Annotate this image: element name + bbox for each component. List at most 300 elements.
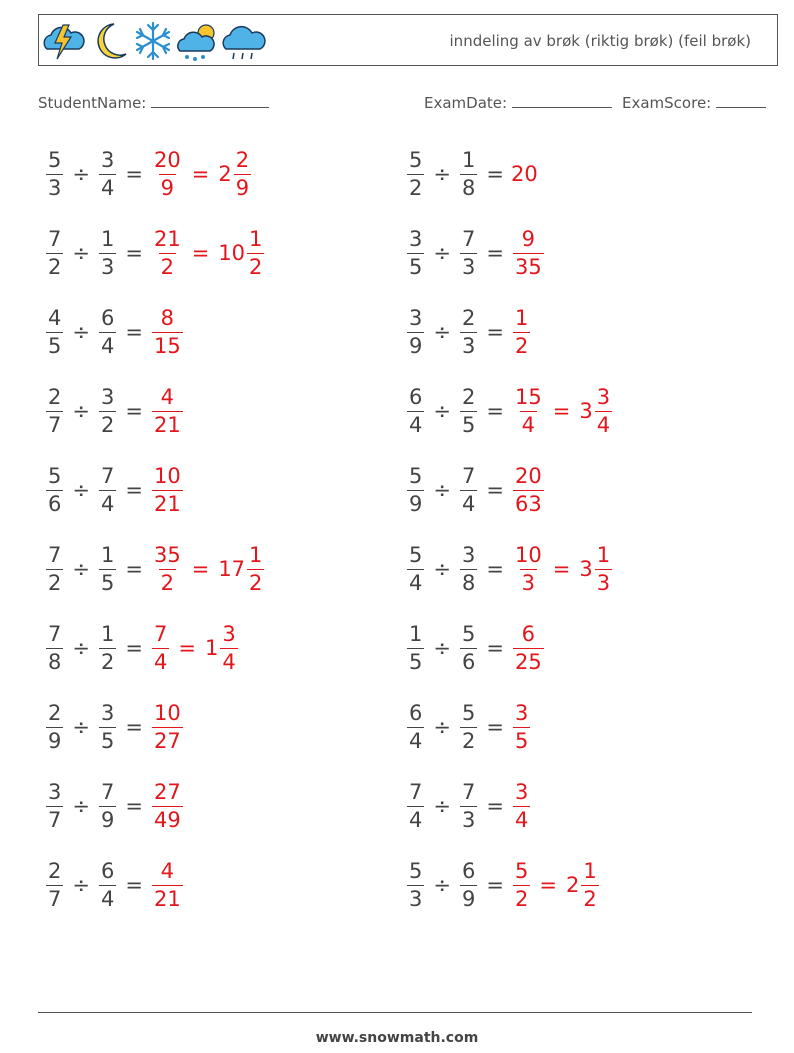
dividend-fraction — [46, 858, 63, 911]
numerator: 5 — [409, 463, 423, 488]
divide-sign: ÷ — [72, 794, 90, 818]
denominator: 2 — [514, 886, 529, 911]
equals-sign: = — [191, 241, 210, 265]
problem-row — [44, 144, 253, 204]
numerator: 7 — [461, 226, 476, 251]
mixed-fraction — [247, 542, 264, 595]
denominator: 9 — [235, 175, 250, 200]
numerator: 35 — [153, 542, 181, 567]
denominator: 4 — [596, 412, 611, 437]
divisor-fraction — [460, 858, 477, 911]
header-box — [38, 14, 778, 66]
equals-sign: = — [191, 162, 210, 186]
problem-row — [405, 618, 546, 678]
divide-sign: ÷ — [433, 241, 451, 265]
denominator: 3 — [596, 570, 611, 595]
divisor-fraction — [99, 621, 116, 674]
numerator: 7 — [409, 779, 423, 804]
numerator: 10 — [153, 463, 181, 488]
divide-sign: ÷ — [433, 715, 451, 739]
problem-row — [405, 776, 532, 836]
divisor-fraction — [99, 858, 116, 911]
answer-fraction — [513, 305, 530, 358]
problem-row — [405, 460, 546, 520]
answer-fraction — [513, 779, 530, 832]
equals-sign: = — [125, 478, 143, 502]
dividend-fraction — [46, 305, 63, 358]
answer — [511, 858, 601, 911]
denominator: 4 — [409, 412, 423, 437]
divide-sign: ÷ — [433, 794, 451, 818]
denominator: 5 — [100, 728, 115, 753]
mixed-fraction — [595, 384, 612, 437]
answer — [150, 542, 266, 595]
thunderstorm-cloud-icon — [41, 19, 86, 63]
divisor-fraction — [460, 779, 477, 832]
student-name-blank[interactable] — [151, 93, 269, 108]
answer — [511, 463, 546, 516]
answer — [511, 226, 546, 279]
equals-sign: = — [486, 794, 504, 818]
mixed-whole: 3 — [579, 557, 593, 581]
answer-fraction — [513, 542, 544, 595]
divide-sign: ÷ — [72, 557, 90, 581]
answer — [150, 147, 253, 200]
numerator: 2 — [48, 858, 62, 883]
numerator: 1 — [100, 542, 115, 567]
numerator: 7 — [48, 542, 62, 567]
denominator: 2 — [48, 570, 62, 595]
mixed-whole: 10 — [218, 241, 246, 265]
numerator: 5 — [409, 147, 423, 172]
answer-fraction — [513, 463, 544, 516]
answer-fraction — [152, 305, 183, 358]
divisor-fraction — [460, 147, 477, 200]
problem-row — [405, 302, 532, 362]
divide-sign: ÷ — [72, 715, 90, 739]
denominator: 27 — [153, 728, 181, 753]
denominator: 21 — [153, 886, 181, 911]
denominator: 9 — [409, 491, 423, 516]
denominator: 2 — [409, 175, 423, 200]
denominator: 8 — [461, 175, 476, 200]
numerator: 4 — [160, 858, 175, 883]
equals-sign: = — [539, 873, 557, 897]
student-name-label: StudentName: — [38, 94, 147, 112]
equals-sign: = — [125, 794, 143, 818]
denominator: 5 — [461, 412, 476, 437]
divisor-fraction — [99, 542, 116, 595]
numerator: 5 — [48, 147, 62, 172]
denominator: 3 — [48, 175, 62, 200]
denominator: 4 — [409, 728, 423, 753]
mixed-fraction — [581, 858, 598, 911]
answer — [150, 463, 185, 516]
problem-row — [44, 697, 185, 757]
problem-row — [44, 223, 266, 283]
numerator: 3 — [222, 621, 236, 646]
denominator: 4 — [100, 333, 115, 358]
denominator: 5 — [100, 570, 115, 595]
equals-sign: = — [486, 873, 504, 897]
exam-date-field[interactable] — [424, 93, 612, 112]
equals-sign: = — [125, 241, 143, 265]
divide-sign: ÷ — [433, 162, 451, 186]
answer-fraction — [513, 700, 530, 753]
equals-sign: = — [486, 241, 504, 265]
numerator: 3 — [100, 700, 115, 725]
dividend-fraction — [407, 384, 424, 437]
denominator: 7 — [48, 807, 62, 832]
equals-sign: = — [125, 399, 143, 423]
dividend-fraction — [407, 226, 424, 279]
denominator: 5 — [48, 333, 62, 358]
numerator: 1 — [514, 305, 529, 330]
divide-sign: ÷ — [433, 478, 451, 502]
answer-fraction — [152, 147, 183, 200]
answer-fraction — [152, 463, 183, 516]
divide-sign: ÷ — [433, 320, 451, 344]
answer — [150, 858, 185, 911]
denominator: 2 — [583, 886, 597, 911]
equals-sign: = — [486, 636, 504, 660]
answer — [511, 384, 614, 437]
denominator: 2 — [160, 254, 175, 279]
problem-row — [405, 223, 546, 283]
exam-score-field[interactable] — [622, 93, 766, 112]
divide-sign: ÷ — [72, 241, 90, 265]
denominator: 4 — [514, 807, 529, 832]
divisor-fraction — [99, 384, 116, 437]
answer-fraction — [152, 700, 183, 753]
denominator: 15 — [153, 333, 181, 358]
equals-sign: = — [486, 399, 504, 423]
worksheet-title: inndeling av brøk (riktig brøk) (feil brøk) — [449, 32, 751, 50]
numerator: 3 — [409, 226, 423, 251]
numerator: 3 — [514, 700, 529, 725]
divisor-fraction — [99, 463, 116, 516]
equals-sign: = — [125, 715, 143, 739]
mixed-whole: 3 — [579, 399, 593, 423]
equals-sign: = — [191, 557, 210, 581]
denominator: 2 — [249, 570, 263, 595]
mixed-whole: 2 — [565, 873, 580, 897]
divide-sign: ÷ — [72, 873, 90, 897]
numerator: 1 — [409, 621, 423, 646]
numerator: 9 — [521, 226, 536, 251]
equals-sign: = — [552, 399, 571, 423]
crescent-moon-icon — [86, 19, 131, 63]
problem-row — [44, 855, 185, 915]
problem-row — [405, 144, 538, 204]
divisor-fraction — [99, 147, 116, 200]
denominator: 4 — [100, 491, 115, 516]
denominator: 2 — [160, 570, 175, 595]
numerator: 1 — [596, 542, 611, 567]
answer — [150, 226, 266, 279]
denominator: 4 — [409, 570, 423, 595]
denominator: 4 — [153, 649, 168, 674]
denominator: 3 — [409, 886, 423, 911]
denominator: 4 — [100, 886, 115, 911]
denominator: 6 — [48, 491, 62, 516]
problem-row — [44, 460, 185, 520]
answer — [511, 305, 532, 358]
denominator: 8 — [461, 570, 476, 595]
numerator: 20 — [153, 147, 181, 172]
numerator: 3 — [48, 779, 62, 804]
mixed-fraction — [220, 621, 237, 674]
divisor-fraction — [99, 305, 116, 358]
divisor-fraction — [99, 700, 116, 753]
numerator: 4 — [48, 305, 62, 330]
answer-fraction — [152, 621, 169, 674]
denominator: 5 — [409, 649, 423, 674]
numerator: 6 — [461, 858, 476, 883]
dividend-fraction — [407, 305, 424, 358]
divisor-fraction — [460, 305, 477, 358]
mixed-fraction — [595, 542, 612, 595]
numerator: 1 — [100, 226, 115, 251]
numerator: 1 — [461, 147, 476, 172]
divisor-fraction — [99, 779, 116, 832]
divisor-fraction — [99, 226, 116, 279]
denominator: 2 — [514, 333, 529, 358]
problem-row — [44, 302, 185, 362]
denominator: 9 — [100, 807, 115, 832]
problem-row — [405, 539, 614, 599]
denominator: 4 — [461, 491, 476, 516]
denominator: 6 — [461, 649, 476, 674]
equals-sign: = — [125, 636, 143, 660]
equals-sign: = — [486, 162, 504, 186]
denominator: 5 — [409, 254, 423, 279]
numerator: 20 — [514, 463, 542, 488]
equals-sign: = — [125, 320, 143, 344]
denominator: 2 — [249, 254, 263, 279]
denominator: 3 — [461, 254, 476, 279]
divide-sign: ÷ — [72, 399, 90, 423]
divisor-fraction — [460, 542, 477, 595]
dividend-fraction — [46, 621, 63, 674]
numerator: 6 — [100, 858, 115, 883]
exam-score-blank[interactable] — [716, 93, 766, 108]
dividend-fraction — [46, 147, 63, 200]
numerator: 4 — [160, 384, 175, 409]
numerator: 3 — [596, 384, 611, 409]
dividend-fraction — [46, 779, 63, 832]
denominator: 35 — [514, 254, 542, 279]
answer-fraction — [513, 621, 544, 674]
numerator: 1 — [249, 542, 263, 567]
equals-sign: = — [552, 557, 571, 581]
numerator: 2 — [48, 384, 62, 409]
sun-rain-cloud-icon — [176, 19, 221, 63]
answer-fraction — [513, 858, 530, 911]
dividend-fraction — [407, 621, 424, 674]
exam-date-blank[interactable] — [512, 93, 612, 108]
answer-fraction — [152, 779, 183, 832]
divisor-fraction — [460, 463, 477, 516]
answer — [150, 621, 240, 674]
exam-score-label: ExamScore: — [622, 94, 712, 112]
divide-sign: ÷ — [433, 399, 451, 423]
divide-sign: ÷ — [72, 478, 90, 502]
denominator: 9 — [409, 333, 423, 358]
numerator: 7 — [48, 226, 62, 251]
mixed-whole: 1 — [204, 636, 219, 660]
numerator: 8 — [160, 305, 175, 330]
denominator: 21 — [153, 412, 181, 437]
divide-sign: ÷ — [72, 320, 90, 344]
dividend-fraction — [46, 463, 63, 516]
denominator: 7 — [48, 412, 62, 437]
numerator: 2 — [461, 305, 476, 330]
student-name-field[interactable] — [38, 93, 269, 112]
dividend-fraction — [407, 858, 424, 911]
mixed-whole: 17 — [218, 557, 246, 581]
dividend-fraction — [407, 779, 424, 832]
answer-whole: 20 — [510, 162, 538, 186]
footer-site: www.snowmath.com — [315, 1030, 479, 1046]
numerator: 6 — [409, 700, 423, 725]
problem-row — [405, 855, 601, 915]
divisor-fraction — [460, 700, 477, 753]
problem-row — [44, 381, 185, 441]
denominator: 7 — [48, 886, 62, 911]
numerator: 5 — [461, 700, 476, 725]
divide-sign: ÷ — [72, 636, 90, 660]
denominator: 4 — [100, 175, 115, 200]
denominator: 4 — [409, 807, 423, 832]
answer — [511, 542, 614, 595]
dividend-fraction — [46, 384, 63, 437]
answer — [150, 305, 185, 358]
answer — [511, 621, 546, 674]
denominator: 9 — [48, 728, 62, 753]
equals-sign: = — [486, 320, 504, 344]
dividend-fraction — [407, 542, 424, 595]
numerator: 6 — [100, 305, 115, 330]
numerator: 3 — [100, 147, 115, 172]
numerator: 7 — [100, 779, 115, 804]
answer — [150, 700, 185, 753]
equals-sign: = — [486, 715, 504, 739]
numerator: 5 — [409, 858, 423, 883]
dividend-fraction — [46, 700, 63, 753]
problem-row — [44, 776, 185, 836]
snowflake-icon — [131, 19, 176, 63]
denominator: 9 — [160, 175, 175, 200]
answer-fraction — [513, 226, 544, 279]
numerator: 7 — [48, 621, 62, 646]
numerator: 3 — [100, 384, 115, 409]
denominator: 5 — [514, 728, 529, 753]
answer — [150, 384, 185, 437]
numerator: 5 — [409, 542, 423, 567]
problem-row — [44, 618, 240, 678]
dividend-fraction — [407, 147, 424, 200]
dividend-fraction — [46, 542, 63, 595]
mixed-whole: 2 — [218, 162, 232, 186]
denominator: 2 — [100, 412, 115, 437]
numerator: 6 — [409, 384, 423, 409]
equals-sign: = — [125, 557, 143, 581]
mixed-fraction — [247, 226, 264, 279]
numerator: 2 — [48, 700, 62, 725]
numerator: 1 — [583, 858, 597, 883]
divide-sign: ÷ — [433, 873, 451, 897]
numerator: 21 — [153, 226, 181, 251]
numerator: 10 — [514, 542, 542, 567]
denominator: 2 — [48, 254, 62, 279]
rain-cloud-icon — [221, 19, 266, 63]
answer-fraction — [152, 226, 183, 279]
denominator: 3 — [521, 570, 536, 595]
divisor-fraction — [460, 226, 477, 279]
answer-fraction — [513, 384, 544, 437]
denominator: 49 — [153, 807, 181, 832]
answer — [511, 779, 532, 832]
divisor-fraction — [460, 384, 477, 437]
numerator: 1 — [100, 621, 115, 646]
numerator: 3 — [461, 542, 476, 567]
numerator: 6 — [521, 621, 536, 646]
denominator: 9 — [461, 886, 476, 911]
numerator: 5 — [461, 621, 476, 646]
equals-sign: = — [125, 873, 143, 897]
divisor-fraction — [460, 621, 477, 674]
problem-row — [405, 381, 614, 441]
denominator: 4 — [521, 412, 536, 437]
answer-fraction — [152, 384, 183, 437]
equals-sign: = — [125, 162, 143, 186]
dividend-fraction — [407, 700, 424, 753]
denominator: 2 — [100, 649, 115, 674]
equals-sign: = — [178, 636, 196, 660]
numerator: 3 — [514, 779, 529, 804]
denominator: 4 — [222, 649, 236, 674]
problem-row — [405, 697, 532, 757]
numerator: 10 — [153, 700, 181, 725]
numerator: 2 — [235, 147, 250, 172]
numerator: 1 — [249, 226, 263, 251]
numerator: 7 — [153, 621, 168, 646]
denominator: 3 — [100, 254, 115, 279]
denominator: 8 — [48, 649, 62, 674]
numerator: 15 — [514, 384, 542, 409]
numerator: 7 — [461, 463, 476, 488]
exam-date-label: ExamDate: — [424, 94, 508, 112]
dividend-fraction — [407, 463, 424, 516]
denominator: 21 — [153, 491, 181, 516]
denominator: 3 — [461, 333, 476, 358]
denominator: 3 — [461, 807, 476, 832]
divide-sign: ÷ — [433, 636, 451, 660]
numerator: 5 — [514, 858, 529, 883]
weather-icons — [41, 19, 266, 63]
answer-fraction — [152, 542, 183, 595]
divide-sign: ÷ — [433, 557, 451, 581]
answer — [511, 162, 538, 186]
numerator: 2 — [461, 384, 476, 409]
denominator: 63 — [514, 491, 542, 516]
answer-fraction — [152, 858, 183, 911]
numerator: 7 — [461, 779, 476, 804]
equals-sign: = — [486, 557, 504, 581]
numerator: 5 — [48, 463, 62, 488]
answer — [150, 779, 185, 832]
